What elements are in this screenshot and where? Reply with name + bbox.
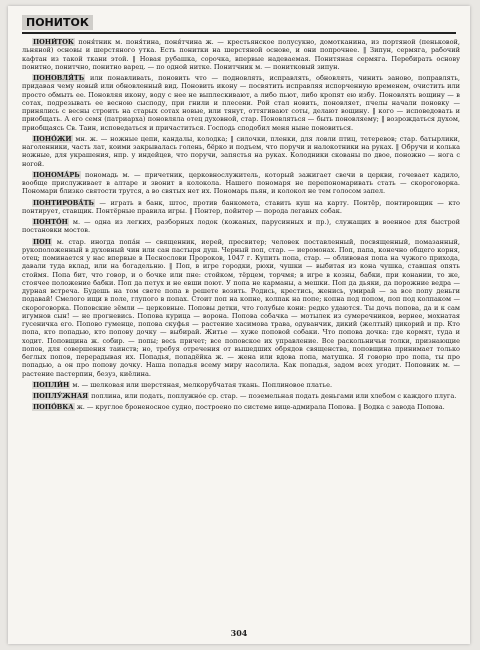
entry-headword: ПОНТИРОВА́ТЬ [33,198,94,207]
entry [22,381,460,389]
entry [22,171,460,196]
entry [22,38,460,71]
entry-text: — играть в банк, штос, против банкомета, ставить куш на карту. Понтёр, понтировщик — кто понтирует, ставщик. Понтёрные правила игры. ‖ Понтер, пойнтер — порода легавых собак. [22,198,460,215]
entry-text: м. — шелковая или шерстяная, мелкорубчатая ткань. Поплиновое платье. [72,380,333,389]
page-number: 304 [230,628,248,638]
entry-headword: ПОНТО́Н [33,218,68,226]
entry [22,199,460,216]
entry [22,135,460,168]
entry-headword: ПОНИ́ТОК [33,38,74,46]
entry [22,403,460,411]
entry [22,238,460,378]
entry-headword: ПОПО́ВКА [33,403,74,412]
entry-text: ж. — круглое броненосное судно, построено по системе вице-адмирала Попова. ‖ Водка с завода Попова. [76,403,445,412]
entry-text: пономадь м. — причетник, церковнослужитель, который зажигает свечи в церкви, гочевает кадило, вообще прислуживает в алтаре и звонит в колокола. Нашего пономаря не перепономаривать стать — скороговорка. Пономари близко святости трутся, а во святых нет их. Пономарь пьян, и колокол не тем голосом запел. [22,170,460,196]
entry-headword: ПОПЛУ́ЖНАЯ [33,392,89,400]
entry-headword: ПОПЛИ́Н [33,380,70,389]
entry-headword: ПОНОВЛЯ́ТЬ [33,74,85,82]
entry-text: м. стар. иногда попа́н — священник, иерей, пресвитер; человек поставленный, посвященный, помазанный, рукоположенный в духовный чин или сан пастыря душ. Черный поп, стар. — иеромонах. Поп, папа, конечно общего корня, отец; поминается у нас впервые в Пеcнослови Пророков, 1047 г. Купить попа, стар. — обливовая попа на чужого прихода, давали туда вклад, или на богадельню. ‖ Поп, в игре городки, рюхи, чушки — выбитая из кона чушка, ставшая опять стоймя. Попа бит, что говор, и о бочке или пне: стойком, тёрцем, торчмя; в игре в козны, бабки, при конании, то же, стоячее положение бабки. Поп да петух и не евши поют. У попа не карманы, а мешки. Поп да дьяки, да порожние ведра — дурная встреча. Будешь на том свете попа в решете возить. Родись, крестись, женись, умирай — за все попу деньги подавай! Смелого ищи в поле, глупого в попах. Стоит поп на копне, колпак на попе; копна под попом, поп под колпаком — скороговорка. Поповские зёмли — церковные. Поповы детки, что голубые кони: редко удаются. Ты дочь попова, да и к сам игумнов сын! — не прогневись. Поповa курица — ворона. Поповa собачка — мотылек из сумеречников, веpнее, мохнатая гусеничка его. Поповo гуменце, попова скуфья — растение хасимова трава, одуванчик, дикий (желтый) цикорий и пр. Кто попа, кто попадью, кто попову дочку — выбирай. Житье — хуже поповой собаки. Что попова дочка: где кормят, туда и ходит. Поповщина ж. собир. — попы; весь причет; все поповское их управление. Все раскольничьи толки, признающие попов, для совершения таинств; но, требуя отречения от вышедших обрядов священства, поповщина принимает только беглых попов, перерадывая их. Попадья, попадёйка ж. — жена или вдова попа, матушка. Я говорю про попа, ты про попадью, а он про попову дочку. Наша попадья всему миру насолила. Как попадья, задом всех угодит. Поповник м. — растение пастерпин, безуз, киёлина. [22,237,460,378]
entry [22,74,460,132]
entries-column [22,38,460,618]
running-header [22,10,456,34]
dictionary-page [8,6,470,644]
entry-text: мн. ж. — ножные цепи, кандалы, колодка; ‖ силочки, пленки, для ловли птиц, тетеревов; стар. батырлики, наголенники, часть лат, коими закрывалась голень, бёрко и подъем, что поручи и налокотники на руках. ‖ Обручи и колька ножные, для украшения, нпр. у индейцев, что поручи, запястья на руках. Колодники скованы по двое, поножно — нога с ногой. [22,134,460,168]
entry-headword: ПОНО́ЖИ [33,134,72,143]
entry-text: поплина, или подать, поплужнóе ср. стар. — поземельная подать деньгами или хлебом с каждого плуга. [91,392,457,400]
entry-headword: ПОП [33,237,52,246]
entry-headword: ПОНОМА́РЬ [33,170,80,179]
entry-text: м. — одна из легких, разборных лодок (кожаных, парусинных и пр.), служащих в военное для быстрой постановки мостов. [22,218,460,235]
entry-text: или понавливать, поновить что — подновлять, исправлять, обновлять, чинить заново, поправлять, придавая чему новый или обновленный вид. Поновить икону — посвятить исправляя испорченную временем, очистить или просто обмыть ее. Поновляя икону, воду с нее не выплескивают, а либо пьют, либо кропят ею избу. Поновлять вощину — в сотах, подрезывать ее весною сысподу, при гнили и плесени. Рой стал новить, поновляет, пчелы начали поновку — принялись с весны строить на старых сотах новые, или тянут, оттягивают соты, делают вощину. ‖ кого — исповедовать и приобщать. А его семя (патриарха) поновляла отец духовной, стар. Поновляться — быть поновляему; ‖ возрождаться духом, приобщаясь Св. Таин, исповедаться и причаститься. Господь сподобил меня ныне поновиться. [22,74,460,132]
header-headword: ПОНИТОК [22,15,93,30]
entry [22,218,460,235]
entry [22,392,460,400]
entry-text: поня́тник м. поня́тина, поня́тчина ж. — крестьянское полусукно, домотканина, из портяной (пеньковой, льняной) основы и шерстяного утка. Есть понитки на шерстяной основе, и они попрочнее. ‖ Зипун, сермяга, рабочий кафтан из такой ткани этой. ‖ Новая рубашка, сорочка, впервые надеваемая. Понитяная сермяга. Перебирать основу понитно, понитчно, понитно варец. — по одной нитке. Понитчник м. — понитковый зипун. [22,38,460,71]
